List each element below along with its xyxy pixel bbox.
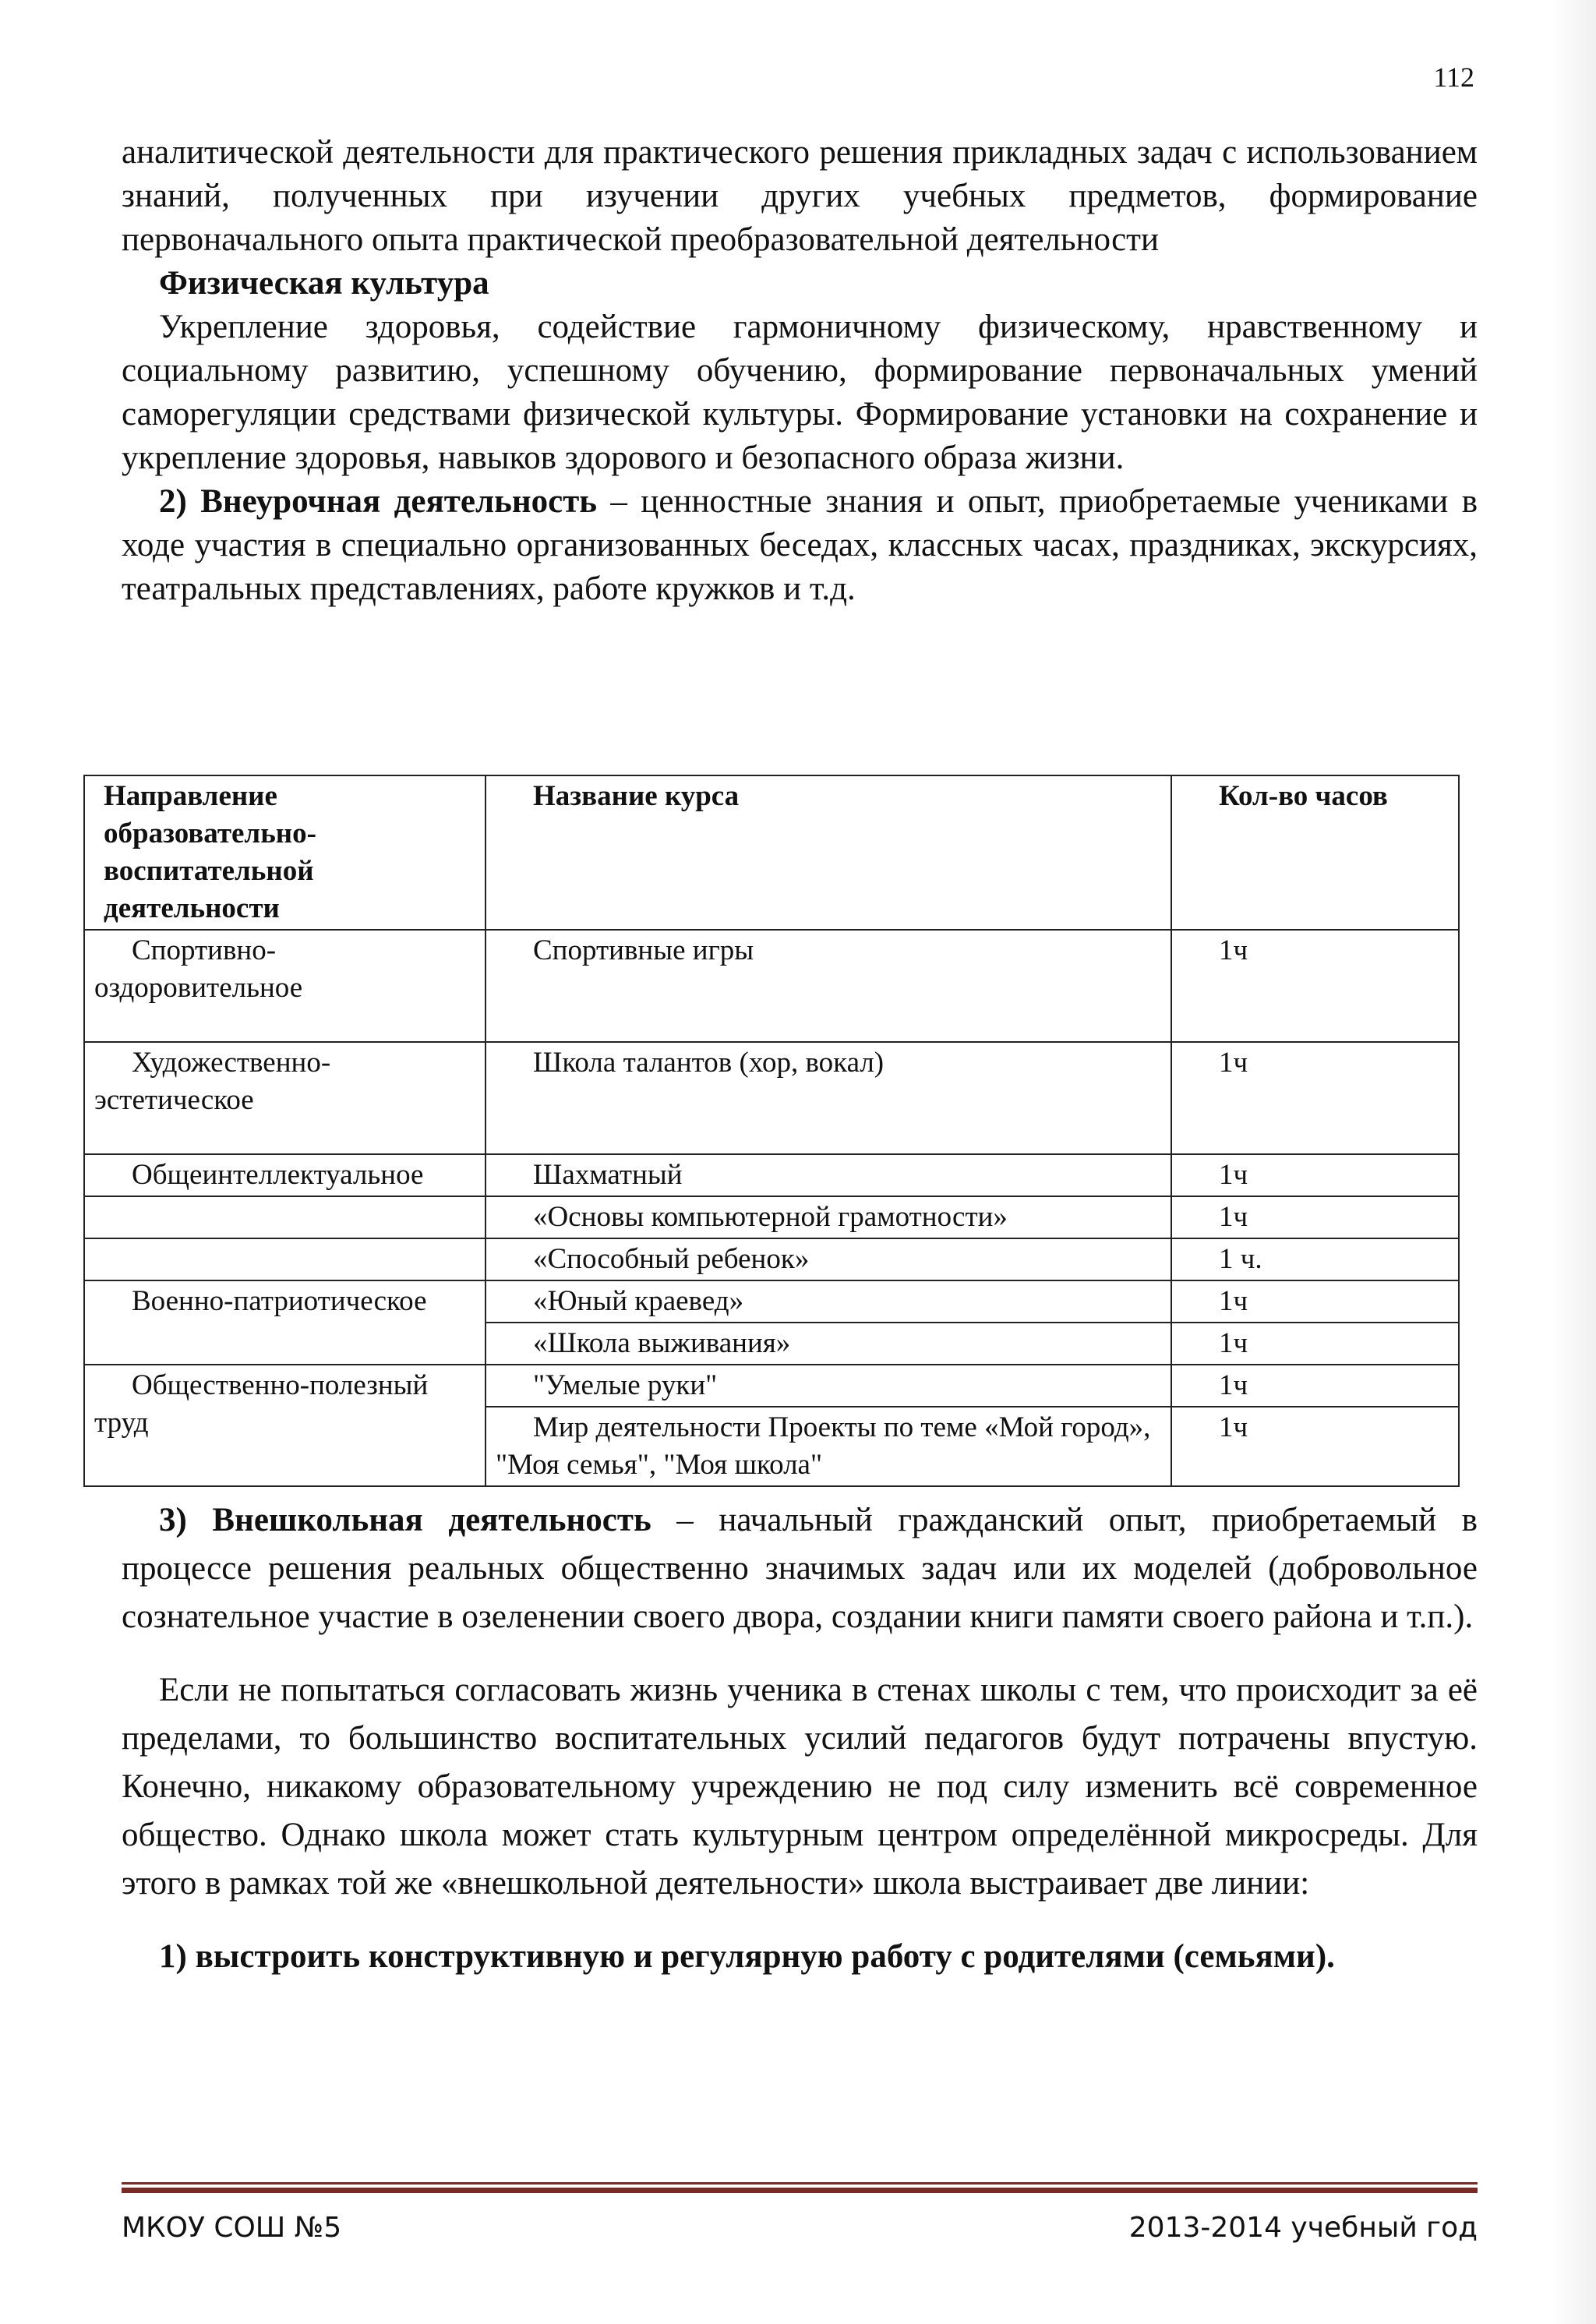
hours-cell: 1ч xyxy=(1171,1280,1459,1323)
paragraph-school-life: Если не попытаться согласовать жизнь ученика в стенах школы с тем, что происходит за её пределами, то большинство воспитательных усилий педагогов будут потрачены впустую. Конечно, никакому образовательному учреждению не под силу изменить всё современное общество. Однако школа может стать культурным центром определённой микросреды. Для этого в рамках той же «внешкольной деятельности» школа выстраивает две линии: xyxy=(122,1672,1478,1902)
course-cell: Шахматный xyxy=(486,1154,1171,1196)
extracurricular-text: – ценностные знания и опыт, приобретаемые учениками в ходе участия в специально организованных беседах, классных часах, праздниках, экскурсиях, театральных представлениях, работе кружков и т.д. xyxy=(122,483,1478,607)
out-of-school-heading: 3) Внешкольная деятельность xyxy=(159,1502,651,1538)
header-direction: Направление образовательно-воспитательной деятельности xyxy=(84,775,486,930)
direction-cell: Художественно-эстетическое xyxy=(84,1042,486,1154)
paragraph-extracurricular xyxy=(122,480,1478,611)
direction-cell: Военно-патриотическое xyxy=(84,1280,486,1365)
table-row xyxy=(84,1196,1459,1238)
table-row xyxy=(84,1154,1459,1196)
course-cell: Школа талантов (хор, вокал) xyxy=(486,1042,1171,1154)
footer-year: 2013-2014 учебный год xyxy=(1128,2212,1478,2244)
course-cell: «Основы компьютерной грамотности» xyxy=(486,1196,1171,1238)
courses-table xyxy=(83,775,1460,1487)
page-number: 112 xyxy=(1433,62,1474,93)
table-row xyxy=(84,1042,1459,1154)
table-row xyxy=(84,1365,1459,1407)
paragraph-physical-culture: Укрепление здоровья, содействие гармоничному физическому, нравственному и социальному развитию, успешному обучению, формирование первоначальных умений саморегуляции средствами физической культуры. Формирование установки на сохранение и укрепление здоровья, навыков здорового и безопасного образа жизни. xyxy=(122,309,1478,476)
course-cell: Мир деятельности Проекты по теме «Мой город», "Моя семья", "Моя школа" xyxy=(486,1407,1171,1486)
footer-school: МКОУ СОШ №5 xyxy=(122,2212,342,2244)
hours-cell: 1ч xyxy=(1171,1407,1459,1486)
hours-cell: 1ч xyxy=(1171,1042,1459,1154)
page-body-top xyxy=(122,131,1478,611)
page-edge-shadow xyxy=(1549,0,1596,2324)
direction-cell xyxy=(84,1238,486,1280)
table-row xyxy=(84,1238,1459,1280)
direction-cell: Спортивно-оздоровительное xyxy=(84,930,486,1042)
direction-cell xyxy=(84,1196,486,1238)
course-cell: «Юный краевед» xyxy=(486,1280,1171,1323)
hours-cell: 1ч xyxy=(1171,1365,1459,1407)
extracurricular-heading: 2) Внеурочная деятельность xyxy=(159,483,598,520)
section-heading-physical-culture: Физическая культура xyxy=(159,265,489,302)
direction-cell: Общественно-полезный труд xyxy=(84,1365,486,1486)
table-row xyxy=(84,930,1459,1042)
hours-cell: 1ч xyxy=(1171,1323,1459,1365)
hours-cell: 1 ч. xyxy=(1171,1238,1459,1280)
header-course: Название курса xyxy=(486,775,1171,930)
page-body-bottom xyxy=(122,1496,1478,1981)
paragraph-analytical: аналитической деятельности для практического решения прикладных задач с использованием знаний, полученных при изучении других учебных предметов, формирование первоначального опыта практической преобразовательной деятельности xyxy=(122,134,1478,258)
direction-cell: Общеинтеллектуальное xyxy=(84,1154,486,1196)
paragraph-parents-line: 1) выстроить конструктивную и регулярную работу с родителями (семьями). xyxy=(159,1938,1335,1975)
out-of-school-text: – начальный гражданский опыт, приобретаемый в процессе решения реальных общественно значимых задач или их моделей (добровольное сознательное участие в озеленении своего двора, создании книги памяти своего района и т.п.). xyxy=(122,1502,1478,1635)
table-header-row xyxy=(84,775,1459,930)
header-hours: Кол-во часов xyxy=(1171,775,1459,930)
hours-cell: 1ч xyxy=(1171,930,1459,1042)
hours-cell: 1ч xyxy=(1171,1196,1459,1238)
table-row xyxy=(84,1280,1459,1323)
course-cell: «Школа выживания» xyxy=(486,1323,1171,1365)
course-cell: «Способный ребенок» xyxy=(486,1238,1171,1280)
course-cell: Спортивные игры xyxy=(486,930,1171,1042)
paragraph-out-of-school xyxy=(122,1496,1478,1641)
hours-cell: 1ч xyxy=(1171,1154,1459,1196)
course-cell: "Умелые руки" xyxy=(486,1365,1171,1407)
footer-divider xyxy=(122,2182,1478,2193)
